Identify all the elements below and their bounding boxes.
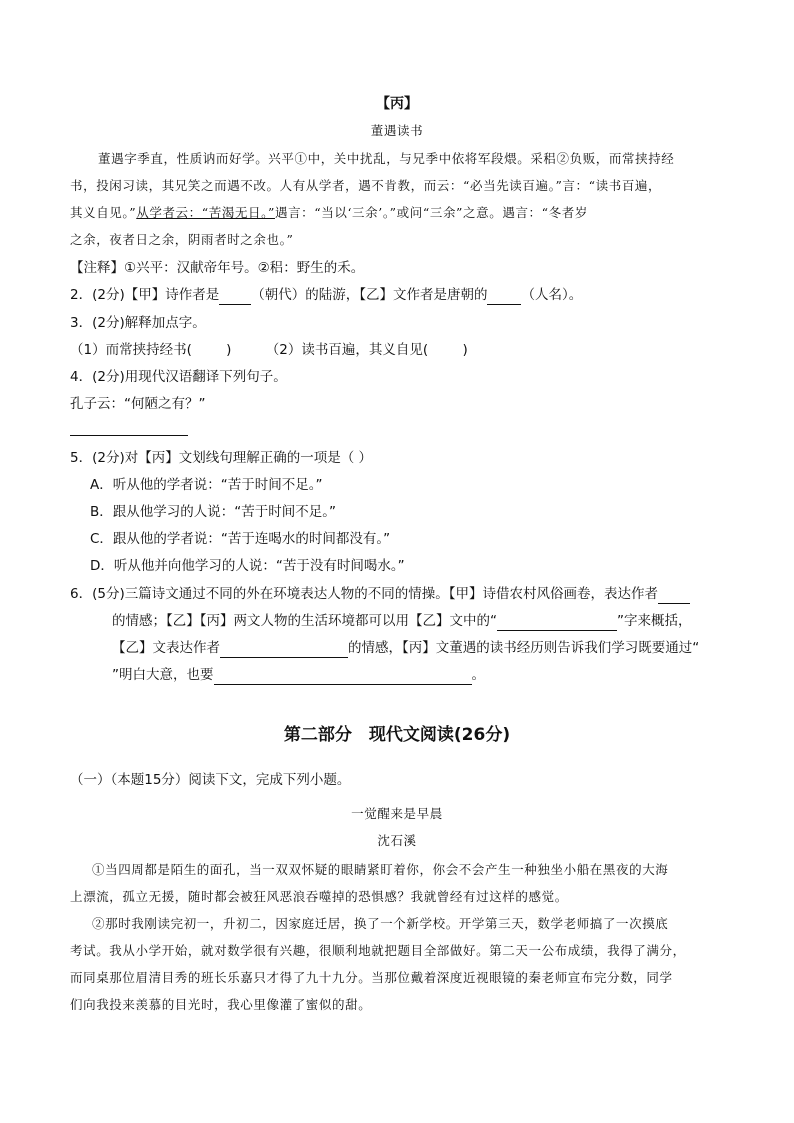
- passage-label: 【丙】: [376, 96, 418, 112]
- article-line: 而同桌那位眉清目秀的班长乐嘉只才得了九十九分。当那位戴着深度近视眼镜的秦老师宣布完分数，同学: [70, 970, 673, 985]
- passage-text: 遇言：“当以‘三余’。”或问“三余”之意。遇言：“冬者岁: [274, 205, 588, 220]
- section-intro: （一）（本题15分）阅读下文，完成下列小题。: [70, 772, 351, 788]
- passage-line: 之余，夜者日之余，阴雨者时之余也。”: [70, 232, 294, 247]
- passage-text: 其义自见。”: [70, 205, 137, 220]
- article-line: 考试。我从小学开始，就对数学很有兴趣，很顺利地就把题目全部做好。第二天一公布成绩，我得了满分，: [70, 943, 686, 958]
- question-text: 6．(5分)三篇诗文通过不同的外在环境表达人物的不同的情操。【甲】诗借农村风俗画卷，表达作者: [70, 586, 658, 602]
- underlined-sentence: 从学者云：“苦渴无日。”: [136, 205, 275, 220]
- question-text: 的情感，【丙】文董遇的读书经历则告诉我们学习既要通过“: [348, 640, 700, 656]
- option-d[interactable]: D．听从他并向他学习的人说：“苦于没有时间喝水。”: [90, 558, 405, 574]
- question-6-line: [112, 638, 699, 658]
- question-5-stem: 5．(2分)对【丙】文划线句理解正确的一项是（ ）: [70, 450, 373, 466]
- article-line: 上漂流，孤立无援，随时都会被狂风恶浪吞噬掉的恐惧感？我就曾经有过这样的感觉。: [70, 889, 568, 904]
- article-line: 们向我投来羡慕的目光时，我心里像灌了蜜似的甜。: [70, 997, 372, 1012]
- option-b[interactable]: B．跟从他学习的人说：“苦于时间不足。”: [90, 504, 336, 520]
- question-3-items: （1）而常挟持经书( ) （2）读书百遍，其义自见( ): [70, 342, 468, 358]
- question-text: 2．(2分)【甲】诗作者是: [70, 287, 220, 303]
- answer-blank[interactable]: [497, 616, 617, 631]
- passage-line: 董遇字季直，性质讷而好学。兴平①中，关中扰乱，与兄季中依将军段煨。采稆②负贩，而常挟持经: [98, 151, 675, 166]
- annotation: 【注释】①兴平：汉献帝年号。②稆：野生的禾。: [70, 260, 365, 276]
- question-2: [70, 285, 582, 305]
- answer-blank[interactable]: [219, 290, 251, 305]
- question-text: ”明白大意，也要: [112, 667, 214, 683]
- question-text: ”字来概括，: [617, 613, 692, 629]
- passage-title: 董遇读书: [370, 123, 424, 138]
- question-6-line: [112, 665, 485, 685]
- answer-blank[interactable]: [214, 670, 472, 685]
- question-3-stem: 3．(2分)解释加点字。: [70, 315, 206, 331]
- option-c[interactable]: C．跟从他的学者说：“苦于连喝水的时间都没有。”: [90, 531, 391, 547]
- answer-blank[interactable]: [658, 589, 690, 604]
- article-author: 沈石溪: [377, 833, 417, 848]
- answer-blank[interactable]: [220, 643, 348, 658]
- question-4-stem: 4．(2分)用现代汉语翻译下列句子。: [70, 369, 287, 385]
- article-line: ②那时我刚读完初一，升初二，因家庭迁居，换了一个新学校。开学第三天，数学老师搞了一次摸底: [92, 916, 669, 931]
- question-text: （朝代）的陆游，【乙】文作者是唐朝的: [251, 287, 488, 303]
- passage-line: 书，投闲习读，其兄笑之而遇不改。人有从学者，遇不肯教，而云：“必当先读百遍。”言：“读书百遍，: [70, 178, 662, 193]
- part-title: 第二部分 现代文阅读(26分): [283, 725, 511, 745]
- question-text: 。: [471, 667, 485, 683]
- passage-line: [70, 203, 588, 223]
- question-6-line: [112, 611, 692, 631]
- question-text: 的情感；【乙】【丙】两文人物的生活环境都可以用【乙】文中的“: [112, 613, 497, 629]
- question-6: [70, 584, 690, 604]
- answer-line[interactable]: [70, 435, 188, 436]
- article-line: ①当四周都是陌生的面孔，当一双双怀疑的眼睛紧盯着你，你会不会产生一种独坐小船在黑夜的大海: [92, 862, 669, 877]
- question-4-sentence: 孔子云：“何陋之有？”: [70, 396, 206, 412]
- article-title: 一觉醒来是早晨: [351, 806, 443, 821]
- question-text: 【乙】文表达作者: [112, 640, 220, 656]
- option-a[interactable]: A．听从他的学者说：“苦于时间不足。”: [90, 477, 323, 493]
- question-text: （人名）。: [521, 287, 583, 303]
- answer-blank[interactable]: [487, 290, 521, 305]
